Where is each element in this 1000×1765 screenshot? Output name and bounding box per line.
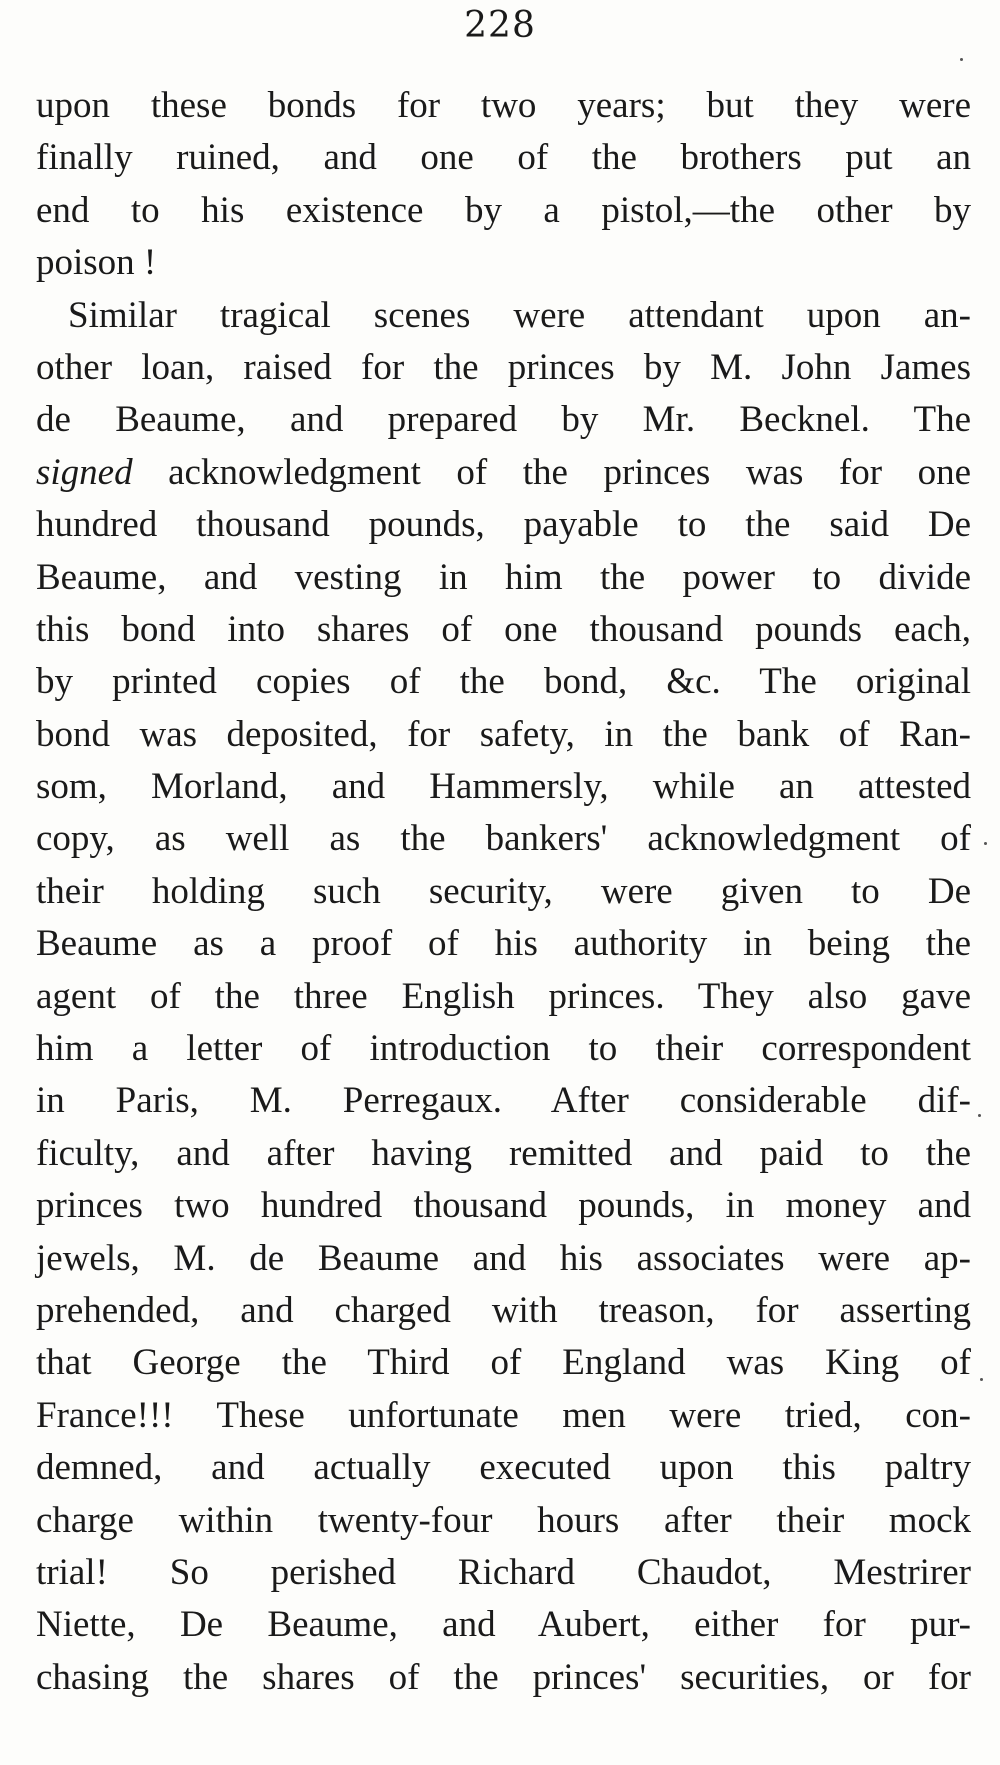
text-line: poison !	[36, 242, 157, 284]
text-line: trial! So perished Richard Chaudot, Mestrirer	[36, 1551, 971, 1593]
text-line: him a letter of introduction to their correspondent	[36, 1028, 971, 1070]
page-body-text	[36, 80, 971, 1704]
text-line: ficulty, and after having remitted and paid to the	[36, 1132, 971, 1174]
text-line: end to his existence by a pistol,—the other by	[36, 189, 971, 231]
text-line-segment: acknowledgment of the princes was for one	[132, 451, 971, 493]
text-line	[36, 447, 971, 499]
text-line: bond was deposited, for safety, in the bank of Ran-	[36, 713, 971, 755]
print-speck	[960, 58, 963, 61]
text-line: by printed copies of the bond, &c. The original	[36, 661, 971, 703]
text-line: finally ruined, and one of the brothers put an	[36, 137, 971, 179]
print-speck	[978, 1114, 981, 1117]
text-line: charge within twenty-four hours after their mock	[36, 1499, 971, 1541]
text-line: Niette, De Beaume, and Aubert, either for pur-	[36, 1604, 971, 1646]
text-line: hundred thousand pounds, payable to the said De	[36, 504, 971, 546]
text-line: other loan, raised for the princes by M. John James	[36, 346, 971, 388]
text-line: in Paris, M. Perregaux. After considerable dif-	[36, 1080, 971, 1122]
text-line: agent of the three English princes. They also gave	[36, 975, 971, 1017]
print-speck	[984, 842, 987, 845]
italic-word: signed	[36, 451, 133, 493]
text-line: chasing the shares of the princes' securities, or for	[36, 1656, 971, 1698]
text-line: Beaume, and vesting in him the power to divide	[36, 556, 971, 598]
page-number: 228	[464, 5, 536, 46]
text-line: their holding such security, were given to De	[36, 870, 971, 912]
text-line: prehended, and charged with treason, for asserting	[36, 1289, 971, 1331]
text-line: France!!! These unfortunate men were tried, con-	[36, 1394, 971, 1436]
text-line: jewels, M. de Beaume and his associates were ap-	[36, 1237, 971, 1279]
text-line: copy, as well as the bankers' acknowledgment of	[36, 818, 971, 860]
text-line: de Beaume, and prepared by Mr. Becknel. The	[36, 399, 971, 441]
text-line: upon these bonds for two years; but they were	[36, 85, 971, 126]
text-line: Beaume as a proof of his authority in being the	[36, 923, 971, 965]
text-line: princes two hundred thousand pounds, in money and	[36, 1185, 971, 1227]
text-line: that George the Third of England was King of	[36, 1342, 971, 1384]
text-line: Similar tragical scenes were attendant upon an-	[68, 294, 971, 336]
print-speck	[980, 1378, 983, 1381]
text-line: this bond into shares of one thousand pounds each,	[36, 608, 971, 650]
text-line: som, Morland, and Hammersly, while an attested	[36, 766, 971, 808]
text-line: demned, and actually executed upon this paltry	[36, 1447, 971, 1489]
